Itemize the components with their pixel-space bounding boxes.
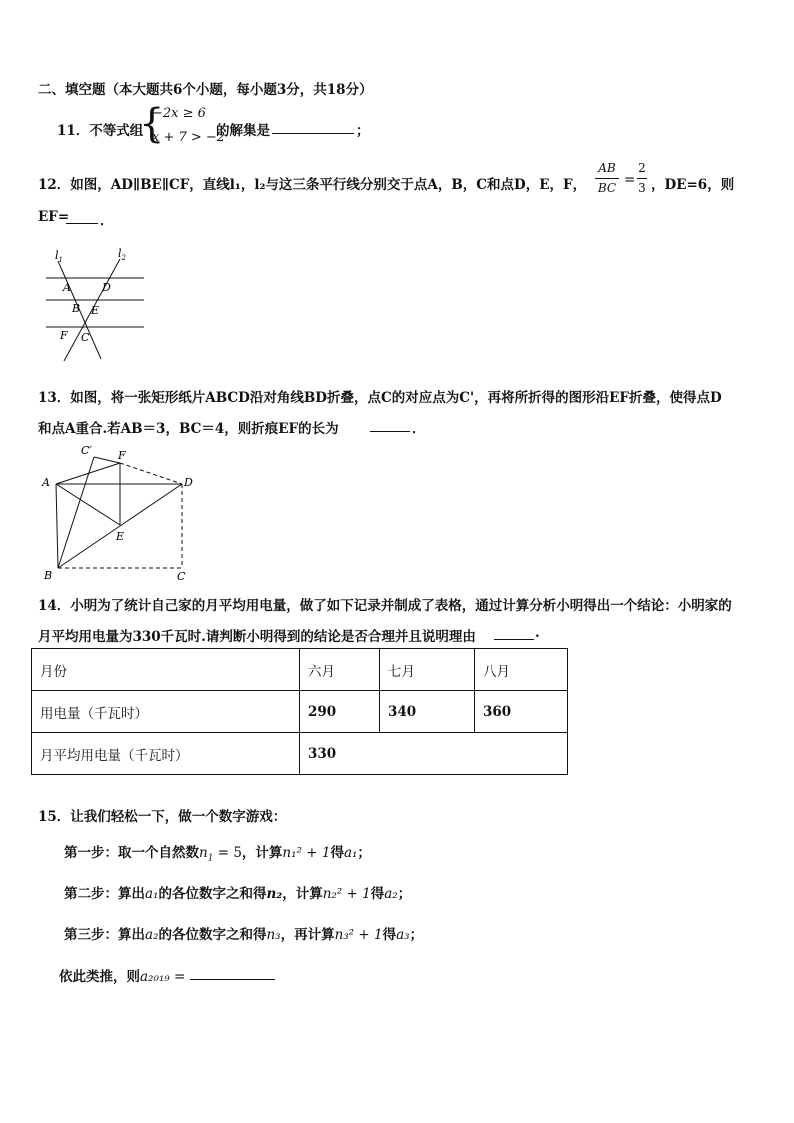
- q13-end: ．: [412, 421, 426, 437]
- q11-end: ；: [356, 123, 370, 139]
- q11-prefix: 11．不等式组: [57, 123, 144, 139]
- table-cell-average: 330: [300, 733, 568, 775]
- q14-end: .: [535, 625, 540, 641]
- segment-c-prime-f: [94, 457, 120, 463]
- label-b: B: [72, 302, 81, 315]
- q12-frac-den: BC: [597, 181, 617, 195]
- q12-frac-num: AB: [598, 161, 616, 175]
- segment-ae: [56, 484, 120, 525]
- q12-ratio-line: [637, 178, 647, 179]
- q15-step1: 第一步：取一个自然数$n_1 = 5$，计算n₁² + 1得a₁；: [64, 845, 371, 864]
- table-row: [32, 733, 568, 775]
- label-e: E: [116, 530, 125, 543]
- table-row: [32, 691, 568, 733]
- electricity-table: [31, 648, 568, 775]
- q14-line2: 月平均用电量为330千瓦时.请判断小明得到的结论是否合理并且说明理由: [38, 629, 476, 645]
- q12-frac-line: [595, 178, 619, 179]
- label-l2: $l_2$: [118, 247, 126, 262]
- q11-suffix: 的解集是: [216, 123, 270, 139]
- table-header-month: 月份: [32, 649, 300, 691]
- q13-answer-blank[interactable]: [370, 417, 410, 432]
- q11-brace: {: [139, 101, 165, 147]
- label-a: A: [42, 476, 50, 489]
- section-title: 二、填空题（本大题共6个小题，每小题3分，共18分）: [38, 82, 373, 98]
- label-f: F: [60, 329, 68, 342]
- label-c: C: [177, 570, 186, 583]
- table-cell-label: 月平均用电量（千瓦时）: [32, 733, 300, 775]
- q13-line2: 和点A重合.若AB＝3，BC＝4，则折痕EF的长为: [38, 421, 339, 437]
- q14-answer-blank[interactable]: [494, 625, 534, 640]
- segment-ab: [56, 484, 58, 568]
- table-cell-august: 360: [475, 691, 568, 733]
- q12-ratio-num: 2: [638, 161, 646, 175]
- q12-text: 12．如图，AD∥BE∥CF，直线l₁，l₂与这三条平行线分别交于点A，B，C和点D，E，F，: [38, 177, 587, 193]
- table-header-august: 八月: [475, 649, 568, 691]
- table-cell-label: 用电量（千瓦时）: [32, 691, 300, 733]
- q14-line1: 14．小明为了统计自己家的月平均用电量，做了如下记录并制成了表格，通过计算分析小明得出一个结论：小明家的: [38, 598, 732, 614]
- q12-tail: ，DE=6，则: [651, 177, 735, 193]
- q15-intro: 15．让我们轻松一下，做一个数字游戏：: [38, 809, 287, 825]
- table-header-july: 七月: [380, 649, 475, 691]
- q12-end: ．: [100, 213, 114, 229]
- label-c-prime: C′: [81, 444, 92, 457]
- label-d: D: [184, 476, 193, 489]
- q15-answer-blank[interactable]: [190, 965, 275, 980]
- q12-ratio-den: 3: [638, 181, 646, 195]
- label-l1: $l_1$: [55, 249, 63, 264]
- q13-figure: [38, 440, 208, 585]
- label-c: C: [81, 331, 90, 344]
- q11-answer-blank[interactable]: [272, 119, 354, 134]
- q11-ineq1: −2x ≥ 6: [152, 106, 206, 121]
- table-header-june: 六月: [300, 649, 380, 691]
- q15-conclusion: 依此类推，则a₂₀₁₉ =: [59, 969, 186, 985]
- label-d: D: [102, 281, 111, 294]
- segment-af: [56, 463, 120, 484]
- q13-line1: 13．如图，将一张矩形纸片ABCD沿对角线BD折叠，点C的对应点为C'，再将所折得的图形沿EF折叠，使得点D: [38, 390, 722, 406]
- q15-step3: 第三步：算出a₂的各位数字之和得n₃，再计算n₃² + 1得a₃；: [64, 927, 424, 943]
- label-a: A: [63, 281, 71, 294]
- segment-fd-dashed: [120, 463, 182, 484]
- q11-ineq2: x + 7 > −2: [152, 130, 226, 145]
- q15-step2: 第二步：算出a₁的各位数字之和得n₂，计算n₂² + 1得a₂；: [64, 886, 412, 902]
- label-b: B: [44, 569, 53, 582]
- q12-line2: EF=: [38, 209, 70, 225]
- label-f: F: [118, 449, 126, 462]
- q12-eq: =: [624, 172, 636, 188]
- table-cell-june: 290: [300, 691, 380, 733]
- label-e: E: [91, 304, 100, 317]
- table-row: [32, 649, 568, 691]
- table-cell-july: 340: [380, 691, 475, 733]
- q12-figure: [40, 245, 150, 363]
- q12-answer-blank[interactable]: [66, 209, 98, 224]
